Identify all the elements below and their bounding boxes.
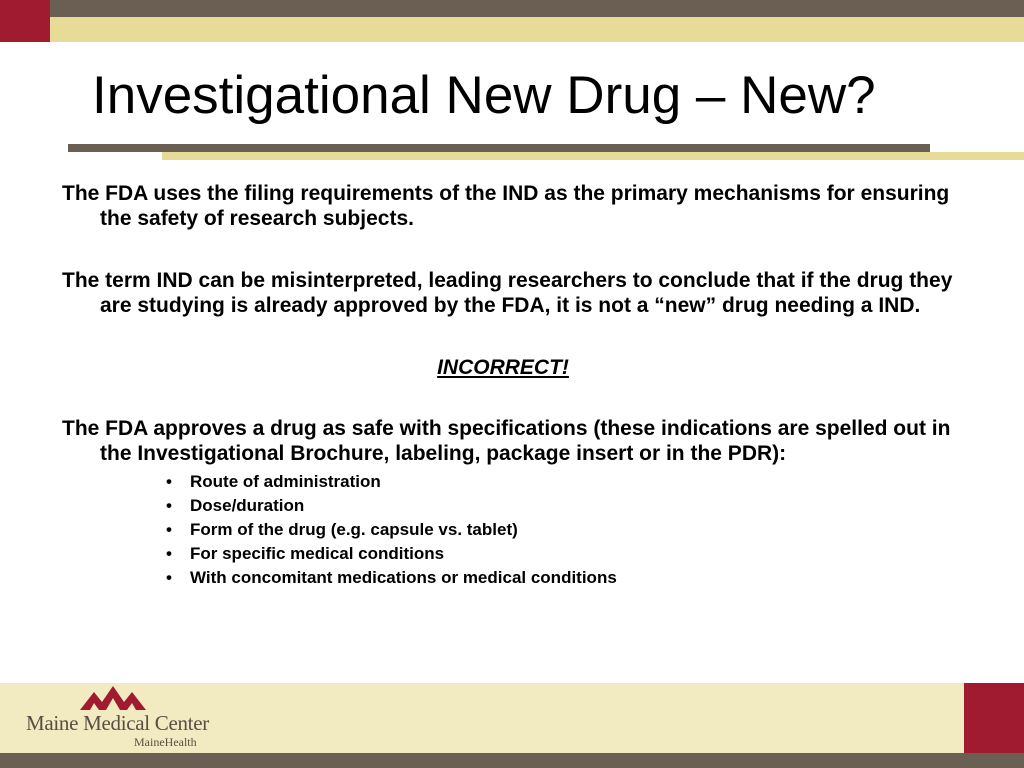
header-corner-red [0, 0, 50, 42]
list-item-text: With concomitant medications or medical conditions [190, 568, 617, 587]
incorrect-callout: INCORRECT! [437, 356, 569, 379]
specification-list [62, 470, 982, 590]
title-divider-gray [68, 144, 930, 152]
list-item-text: Dose/duration [190, 496, 305, 515]
title-divider-cream [162, 152, 1024, 160]
paragraph-filing-requirements: The FDA uses the filing requirements of the IND as the primary mechanisms for ensuring the safety of research subjects. [62, 182, 950, 230]
footer-corner-red [964, 683, 1024, 753]
list-item [166, 542, 982, 566]
bullet-icon: • [166, 496, 172, 515]
bullet-icon: • [166, 472, 172, 491]
paragraph-fda-approves: The FDA approves a drug as safe with specifications (these indications are spelled out in the Investigational Brochure, labeling, package insert or in the PDR): [62, 417, 951, 465]
list-item [166, 494, 982, 518]
mountain-peaks-icon [80, 686, 146, 710]
slide-title: Investigational New Drug – New? [92, 66, 876, 125]
list-item [166, 518, 982, 542]
list-item-text: Route of administration [190, 472, 381, 491]
bullet-icon: • [166, 568, 172, 587]
header-band-gray [50, 0, 1024, 17]
paragraph-ind-misinterpreted: The term IND can be misinterpreted, leading researchers to conclude that if the drug they are studying is already approved by the FDA, it is not a “new” drug needing a IND. [62, 269, 953, 317]
logo-subtitle: MaineHealth [134, 735, 197, 749]
list-item [166, 470, 982, 494]
slide-body [62, 181, 982, 590]
list-item-text: For specific medical conditions [190, 544, 445, 563]
bullet-icon: • [166, 520, 172, 539]
list-item-text: Form of the drug (e.g. capsule vs. tablet) [190, 520, 518, 539]
header-band-cream [50, 17, 1024, 42]
list-item [166, 566, 982, 590]
footer-band-gray [0, 753, 1024, 768]
bullet-icon: • [166, 544, 172, 563]
logo-wordmark: Maine Medical Center [26, 711, 209, 735]
